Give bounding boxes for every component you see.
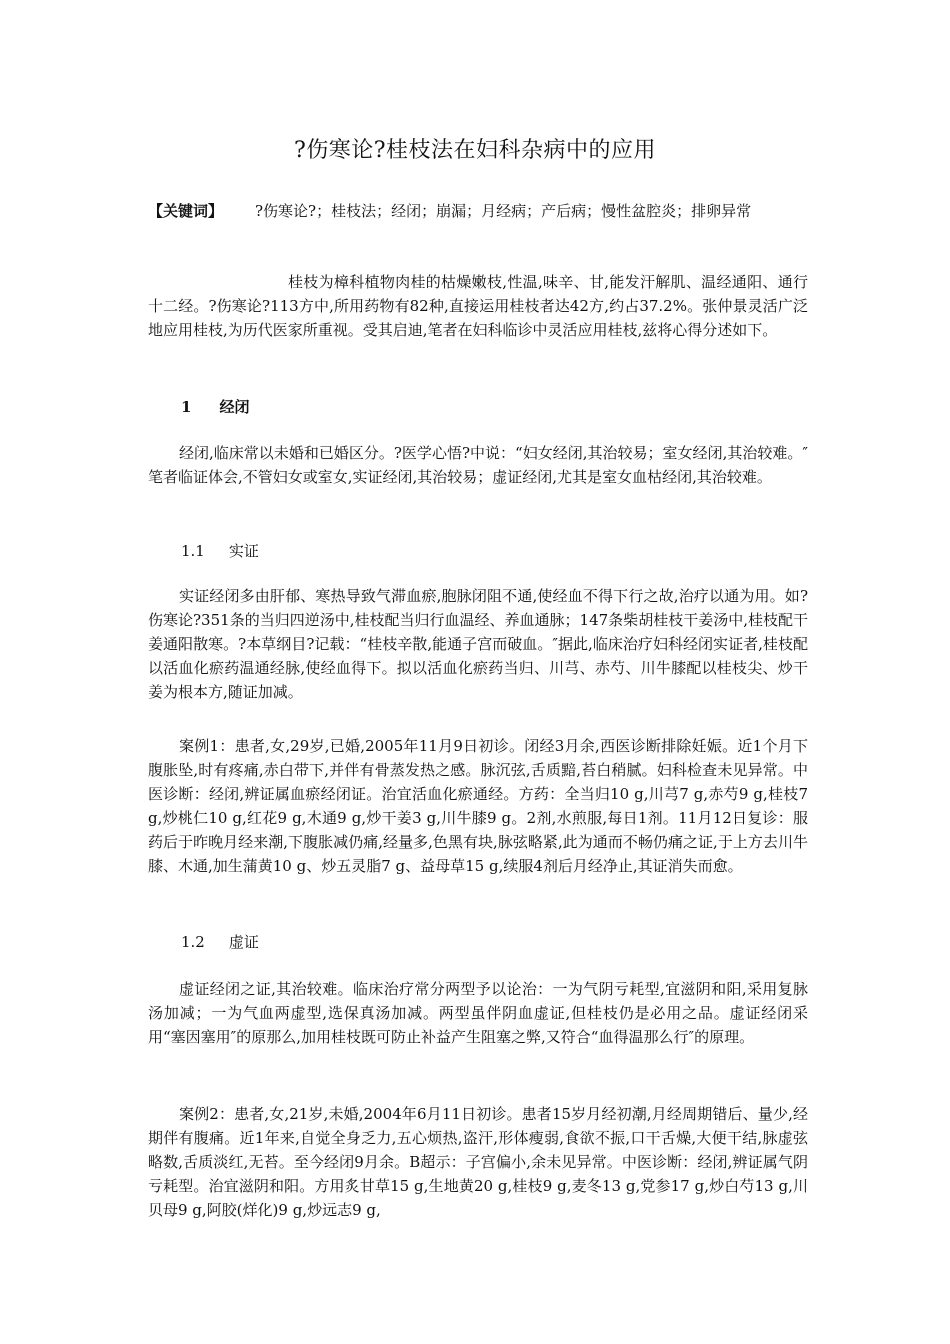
section-1-1-title: 实证: [228, 542, 259, 560]
section-1-1-heading: [181, 540, 259, 561]
section-1-title: 经闭: [219, 398, 250, 416]
case-2-paragraph: 案例2：患者,女,21岁,未婚,2004年6月11日初诊。患者15岁月经初潮,月经周期错后、量少,经期伴有腹痛。近1年来,自觉全身乏力,五心烦热,盗汗,形体瘦弱,食欲不振,口干舌燥,大便干结,脉虚弦略数,舌质淡红,无苔。至今经闭9月余。B超示：子宫偏小,余未见异常。中医诊断：经闭,辨证属气阴亏耗型。治宜滋阴和阳。方用炙甘草15 g,生地黄20 g,桂枝9 g,麦冬13 g,党参17 g,炒白芍13 g,川贝母9 g,阿胶(烊化)9 g,炒远志9 g,: [148, 1105, 808, 1219]
section-1-heading: [181, 396, 249, 417]
keywords-text: ?伤寒论?；桂枝法；经闭；崩漏；月经病；产后病；慢性盆腔炎；排卵异常: [255, 202, 752, 220]
keywords-line: [148, 199, 808, 223]
section-1-2-title: 虚证: [228, 933, 259, 951]
page-title: ?伤寒论?桂枝法在妇科杂病中的应用: [293, 138, 657, 163]
section-1-2-number: 1.2: [181, 933, 205, 951]
section-1-1-paragraph: 实证经闭多由肝郁、寒热导致气滞血瘀,胞脉闭阻不通,使经血不得下行之故,治疗以通为用。如?伤寒论?351条的当归四逆汤中,桂枝配当归行血温经、养血通脉；147条柴胡桂枝干姜汤中,桂枝配干姜通阳散寒。?本草纲目?记载：“桂枝辛散,能通子宫而破血。″据此,临床治疗妇科经闭实证者,桂枝配以活血化瘀药温通经脉,使经血得下。拟以活血化瘀药当归、川芎、赤芍、川牛膝配以桂枝尖、炒干姜为根本方,随证加减。: [148, 587, 808, 701]
section-1-number: 1: [181, 398, 192, 416]
intro-paragraph: 桂枝为樟科植物肉桂的枯燥嫩枝,性温,味辛、甘,能发汗解肌、温经通阳、通行十二经。?伤寒论?113方中,所用药物有82种,直接运用桂枝者达42方,约占37.2%。张仲景灵活广泛地应用桂枝,为历代医家所重视。受其启迪,笔者在妇科临诊中灵活应用桂枝,兹将心得分述如下。: [148, 273, 808, 339]
section-1-2-heading: [181, 931, 259, 952]
section-1-paragraph: 经闭,临床常以未婚和已婚区分。?医学心悟?中说：“妇女经闭,其治较易；室女经闭,其治较难。″笔者临证体会,不管妇女或室女,实证经闭,其治较易；虚证经闭,尤其是室女血枯经闭,其治较难。: [148, 444, 808, 486]
section-1-1-number: 1.1: [181, 542, 205, 560]
section-1-2-paragraph: 虚证经闭之证,其治较难。临床治疗常分两型予以论治：一为气阴亏耗型,宜滋阴和阳,采用复脉汤加减；一为气血两虚型,选保真汤加减。两型虽伴阴血虚证,但桂枝仍是必用之品。虚证经闭采用“塞因塞用″的原那么,加用桂枝既可防止补益产生阻塞之弊,又符合“血得温那么行″的原理。: [148, 980, 808, 1046]
keywords-label: 【关键词】: [148, 202, 224, 220]
case-1-paragraph: 案例1：患者,女,29岁,已婚,2005年11月9日初诊。闭经3月余,西医诊断排除妊娠。近1个月下腹胀坠,时有疼痛,赤白带下,并伴有骨蒸发热之感。脉沉弦,舌质黯,苔白稍腻。妇科检查未见异常。中医诊断：经闭,辨证属血瘀经闭证。治宜活血化瘀通经。方药：全当归10 g,川芎7 g,赤芍9 g,桂枝7 g,炒桃仁10 g,红花9 g,木通9 g,炒干姜3 g,川牛膝9 g。2剂,水煎服,每日1剂。11月12日复诊：服药后于昨晚月经来潮,下腹胀减仍痛,经量多,色黑有块,脉弦略紧,此为通而不畅仍痛之证,于上方去川牛膝、木通,加生蒲黄10 g、炒五灵脂7 g、益母草15 g,续服4剂后月经净止,其证消失而愈。: [148, 737, 808, 875]
